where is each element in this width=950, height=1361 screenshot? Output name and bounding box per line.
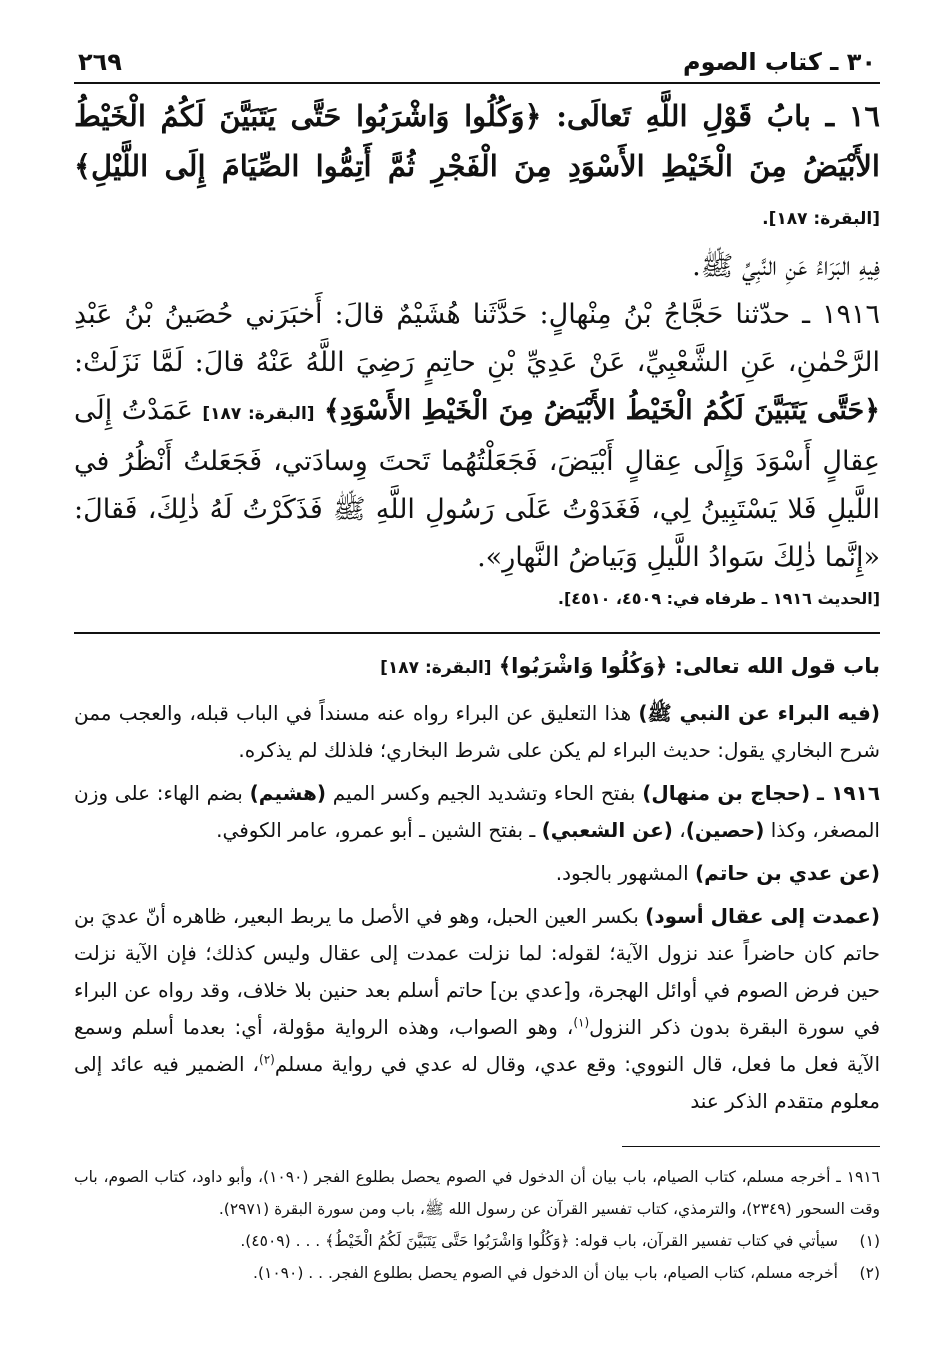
lemma-shabi: (عن الشعبي) — [541, 818, 673, 842]
chapter-title: ٣٠ ـ كتاب الصوم — [683, 48, 876, 76]
lemma-adi: (عن عدي بن حاتم) — [695, 861, 880, 885]
footnote-divider — [622, 1146, 880, 1147]
footnote-1-text: سيأتي في كتاب تفسير القرآن، باب قوله: ﴿وَكُلُوا وَاشْرَبُوا حَتَّى يَتَبَيَّنَ لَكُمُ الْخَيْطُ﴾ . . . (٤٥٠٩). — [240, 1232, 838, 1250]
commentary-text: ، الضمير فيه عائد إلى معلوم متقدم الذكر عند — [74, 1052, 880, 1113]
footnote-1 — [74, 1225, 880, 1257]
hadith-section — [74, 92, 880, 614]
section-divider — [74, 632, 880, 634]
hadith-text — [74, 291, 880, 582]
commentary-text: ، — [679, 818, 686, 842]
commentary-paragraph-3 — [74, 855, 880, 892]
footnote-marker-2[interactable]: (٢) — [259, 1052, 275, 1067]
hadith-number: ١٩١٦ ـ — [816, 781, 881, 805]
fihi-line: فِيهِ البَرَاءُ عَنِ النَّبِيِّ ﷺ. — [692, 251, 880, 282]
commentary-text: بضم الهاء: على وزن المصغر، وكذا — [74, 781, 880, 842]
bab-quran-reference: [البقرة: ١٨٧]. — [762, 209, 880, 229]
commentary-paragraph-1 — [74, 695, 880, 769]
commentary-bab-title: باب قول الله تعالى: ﴿وَكُلُوا وَاشْرَبُوا﴾ — [498, 654, 880, 678]
footnote-2 — [74, 1257, 880, 1289]
commentary-text: ـ بفتح الشين ـ أبو عمرو، عامر الكوفي. — [216, 818, 536, 842]
hadith-cross-reference: [الحديث ١٩١٦ ـ طرفاه في: ٤٥٠٩، ٤٥١٠]. — [557, 589, 880, 608]
page-number: ٢٦٩ — [78, 48, 122, 76]
footnote-marker-1[interactable]: (١) — [573, 1015, 590, 1030]
commentary-text: بفتح الحاء وتشديد الجيم وكسر الميم — [332, 781, 636, 805]
running-head — [74, 40, 880, 84]
commentary-text: المشهور بالجود. — [555, 861, 689, 885]
footnote-1-marker: (١) — [859, 1232, 880, 1250]
commentary-section — [74, 648, 880, 1120]
commentary-text: هذا التعليق عن البراء رواه عنه مسنداً في الباب قبله، والعجب ممن شرح البخاري يقول: حديث البراء لم يكن على شرط البخاري؛ فلذلك لم يذكره. — [74, 701, 880, 762]
lemma-hajjaj: (حجاج بن منهال) — [642, 781, 811, 805]
lemma-fihi-albaraa: (فيه البراء عن النبي ﷺ) — [638, 701, 881, 725]
footnote-2-text: أخرجه مسلم، كتاب الصيام، باب بيان أن الدخول في الصوم يحصل بطلوع الفجر. . . (١٠٩٠). — [253, 1264, 838, 1282]
commentary-bab-reference: [البقرة: ١٨٧] — [380, 658, 492, 678]
lemma-hushaym: (هشيم) — [249, 781, 327, 805]
footnote-1916: ١٩١٦ ـ أخرجه مسلم، كتاب الصيام، باب بيان أن الدخول في الصوم يحصل بطلوع الفجر (١٠٩٠)، وأبو داود، كتاب الصوم، باب وقت السحور (٢٣٤٩)، والترمذي، كتاب تفسير القرآن عن رسول الله ﷺ، باب ومن سورة البقرة (٢٩٧١). — [74, 1168, 880, 1218]
hadith-quran-reference: [البقرة: ١٨٧] — [202, 404, 315, 424]
hadith-intro: ١٩١٦ ـ حدّثنا حَجَّاجُ بْنُ مِنْهالٍ: حَدَّثَنا هُشَيْمٌ قالَ: أَخبَرَني حُصَينُ بْنُ عَبْدِ الرَّحْمٰنِ، عَنِ الشَّعْبِيِّ، عَنْ عَدِيِّ بْنِ حاتِمٍ رَضِيَ اللَّهُ عَنْهُ قالَ: لَمَّا نَزَلَتْ: — [74, 299, 880, 378]
commentary-text: ، وهو الصواب، وهذه الرواية مؤولة، أي: بعدما أسلم وسمع الآية فعل ما فعل، قال النووي: وقع عدي، وقال له عدي في رواية مسلم — [74, 1015, 880, 1076]
commentary-text: بكسر العين الحبل، وهو في الأصل ما يربط البعير، ظاهره أنّ عديَ بن حاتم كان حاضراً عند نزول الآية؛ لقوله: لما نزلت عمدت إلى عقال وليس كذلك؛ فإن الآية نزلت حين فرض الصوم في أوائل الهجرة، و[عدي بن] حاتم أسلم بعد حنين بلا خلاف، وقد رواه عن البراء في سورة البقرة بدون ذكر النزول — [74, 904, 881, 1039]
bab-heading-paragraph — [74, 92, 880, 243]
commentary-paragraph-4 — [74, 898, 880, 1120]
commentary-bab-line — [74, 648, 880, 687]
hadith-rest: عَمَدْتُ إِلَى عِقالٍ أَسْوَدَ وَإِلَى عِقالٍ أَبْيَضَ، فَجَعَلْتُهُما تَحتَ وِسادَتي، فَجَعَلتُ أَنْظُرُ في اللَّيلِ فَلا يَسْتَبِينُ لِي، فَغَدَوْتُ عَلَى رَسُولِ اللَّهِ ﷺ فَذَكَرْتُ لَهُ ذٰلِكَ، فَقالَ: «إِنَّما ذٰلِكَ سَوادُ اللَّيلِ وَبَياضُ النَّهارِ». — [74, 395, 880, 573]
commentary-paragraph-2 — [74, 775, 880, 849]
footnotes — [74, 1161, 880, 1289]
lemma-husayn: (حصين) — [685, 818, 765, 842]
bab-heading: ١٦ ـ بابُ قَوْلِ اللَّهِ تَعالَى: ﴿وَكُلُوا وَاشْرَبُوا حَتَّى يَتَبَيَّنَ لَكُمُ الْخَيْطُ الأَبْيَضُ مِنَ الْخَيْطِ الأَسْوَدِ مِنَ الْفَجْرِ ثُمَّ أَتِمُّوا الصِّيَامَ إِلَى اللَّيْلِ﴾ — [74, 99, 880, 183]
footnote-2-marker: (٢) — [859, 1264, 880, 1282]
hadith-quran-quote: ﴿حَتَّى يَتَبَيَّنَ لَكُمُ الْخَيْطُ الأَبْيَضُ مِنَ الْخَيْطِ الأَسْوَدِ﴾ — [323, 395, 880, 426]
lemma-iqal: (عمدت إلى عقال أسود) — [645, 904, 880, 928]
